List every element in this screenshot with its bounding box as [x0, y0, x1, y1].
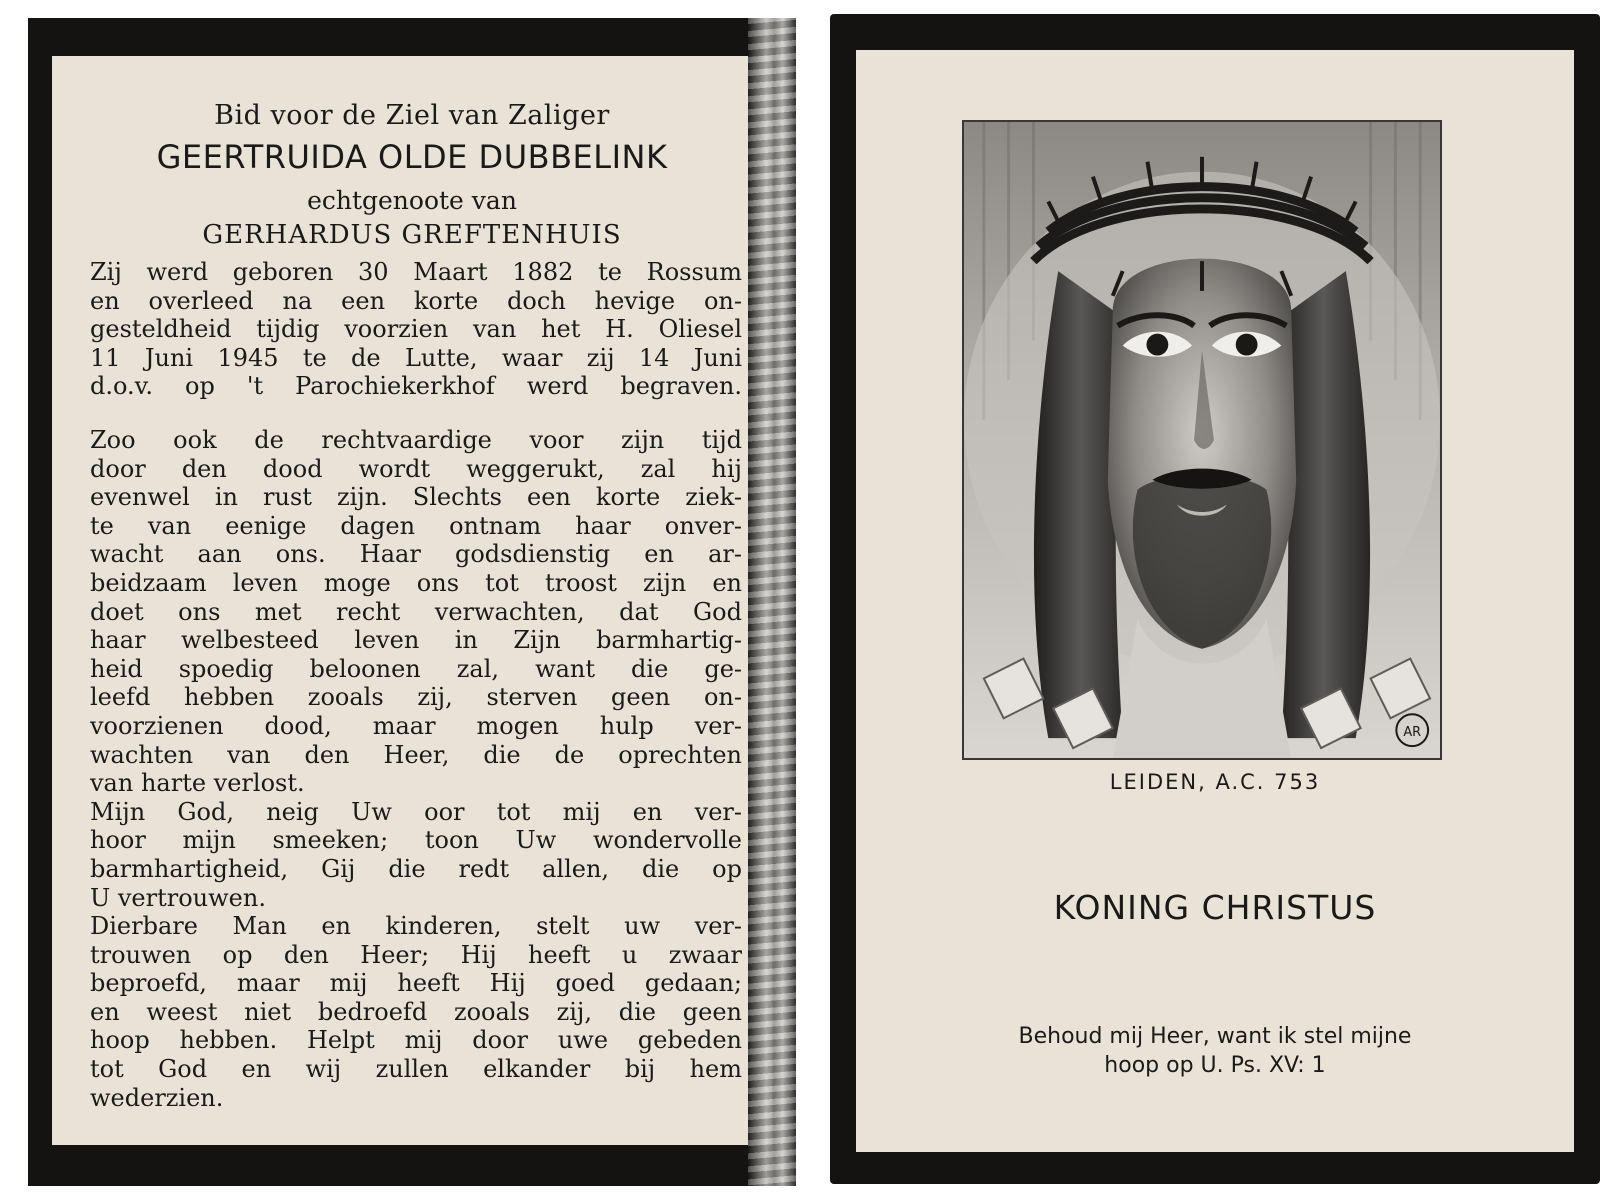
text-line: wederzien.	[90, 1083, 224, 1112]
card-title: KONING CHRISTUS	[1053, 888, 1377, 927]
text-line: Zij werd geboren 30 Maart 1882 te Rossum	[90, 258, 742, 286]
text-line: U vertrouwen.	[90, 883, 266, 912]
christ-crowned-with-thorns-icon	[964, 122, 1440, 758]
biography-paragraph	[90, 258, 742, 401]
text-line: hoop hebben. Helpt mij door uwe gebeden	[90, 1026, 742, 1055]
text-line: heid spoedig beloonen zal, want die ge-	[90, 654, 742, 683]
text-line: gesteldheid tijdig voorzien van het H. Oliesel	[90, 315, 742, 344]
text-line: Dierbare Man en kinderen, stelt uw ver-	[90, 912, 742, 941]
text-line: beidzaam leven moge ons tot troost zijn en	[90, 568, 742, 597]
christ-portrait-image	[962, 120, 1442, 760]
image-caption: LEIDEN, A.C. 753	[1109, 770, 1321, 794]
text-line: tot God en wij zullen elkander bij hem	[90, 1055, 742, 1084]
psalm-verse	[856, 1022, 1574, 1080]
deceased-name: GEERTRUIDA OLDE DUBBELINK	[156, 138, 668, 176]
memorial-card-text-side	[28, 18, 796, 1186]
text-line: te van eenige dagen ontnam haar onver-	[90, 511, 742, 540]
text-line: barmhartigheid, Gij die redt allen, die op	[90, 854, 742, 883]
card-paper	[52, 56, 772, 1145]
text-line: doet ons met recht verwachten, dat God	[90, 597, 742, 626]
text-line: van harte verlost.	[90, 769, 305, 798]
psalm-line: hoop op U. Ps. XV: 1	[1104, 1053, 1326, 1078]
consolation-text	[90, 426, 742, 1112]
text-line: hoor mijn smeeken; toon Uw wondervolle	[90, 826, 742, 855]
text-line: leefd hebben zooals zij, sterven geen on-	[90, 683, 742, 712]
text-line: evenwel in rust zijn. Slechts een korte ziek-	[90, 483, 742, 512]
spouse-name: GERHARDUS GREFTENHUIS	[202, 220, 622, 250]
text-line: haar welbesteed leven in Zijn barmhartig-	[90, 626, 742, 655]
worn-edge	[748, 18, 796, 1186]
monogram: AR	[1403, 725, 1422, 741]
text-line: en overleed na een korte doch hevige on-	[90, 286, 742, 315]
text-line: wacht aan ons. Haar godsdienstig en ar-	[90, 540, 742, 569]
text-line: Mijn God, neig Uw oor tot mij en ver-	[90, 797, 742, 826]
psalm-line: Behoud mij Heer, want ik stel mijne	[1018, 1024, 1412, 1049]
text-line: wachten van den Heer, die de oprechten	[90, 740, 742, 769]
text-line: 11 Juni 1945 te de Lutte, waar zij 14 Juni	[90, 343, 742, 372]
text-line: en weest niet bedroefd zooals zij, die geen	[90, 997, 742, 1026]
text-line: trouwen op den Heer; Hij heeft u zwaar	[90, 940, 742, 969]
pray-line: Bid voor de Ziel van Zaliger	[214, 100, 610, 131]
text-line: voorzienen dood, maar mogen hulp ver-	[90, 711, 742, 740]
memorial-card-image-side	[830, 14, 1600, 1184]
card-paper	[856, 50, 1574, 1152]
text-line: d.o.v. op 't Parochiekerkhof werd begraven.	[90, 372, 742, 401]
text-line: Zoo ook de rechtvaardige voor zijn tijd	[90, 426, 742, 454]
text-line: beproefd, maar mij heeft Hij goed gedaan;	[90, 969, 742, 998]
spouse-label: echtgenoote van	[307, 186, 517, 215]
text-line: door den dood wordt weggerukt, zal hij	[90, 454, 742, 483]
